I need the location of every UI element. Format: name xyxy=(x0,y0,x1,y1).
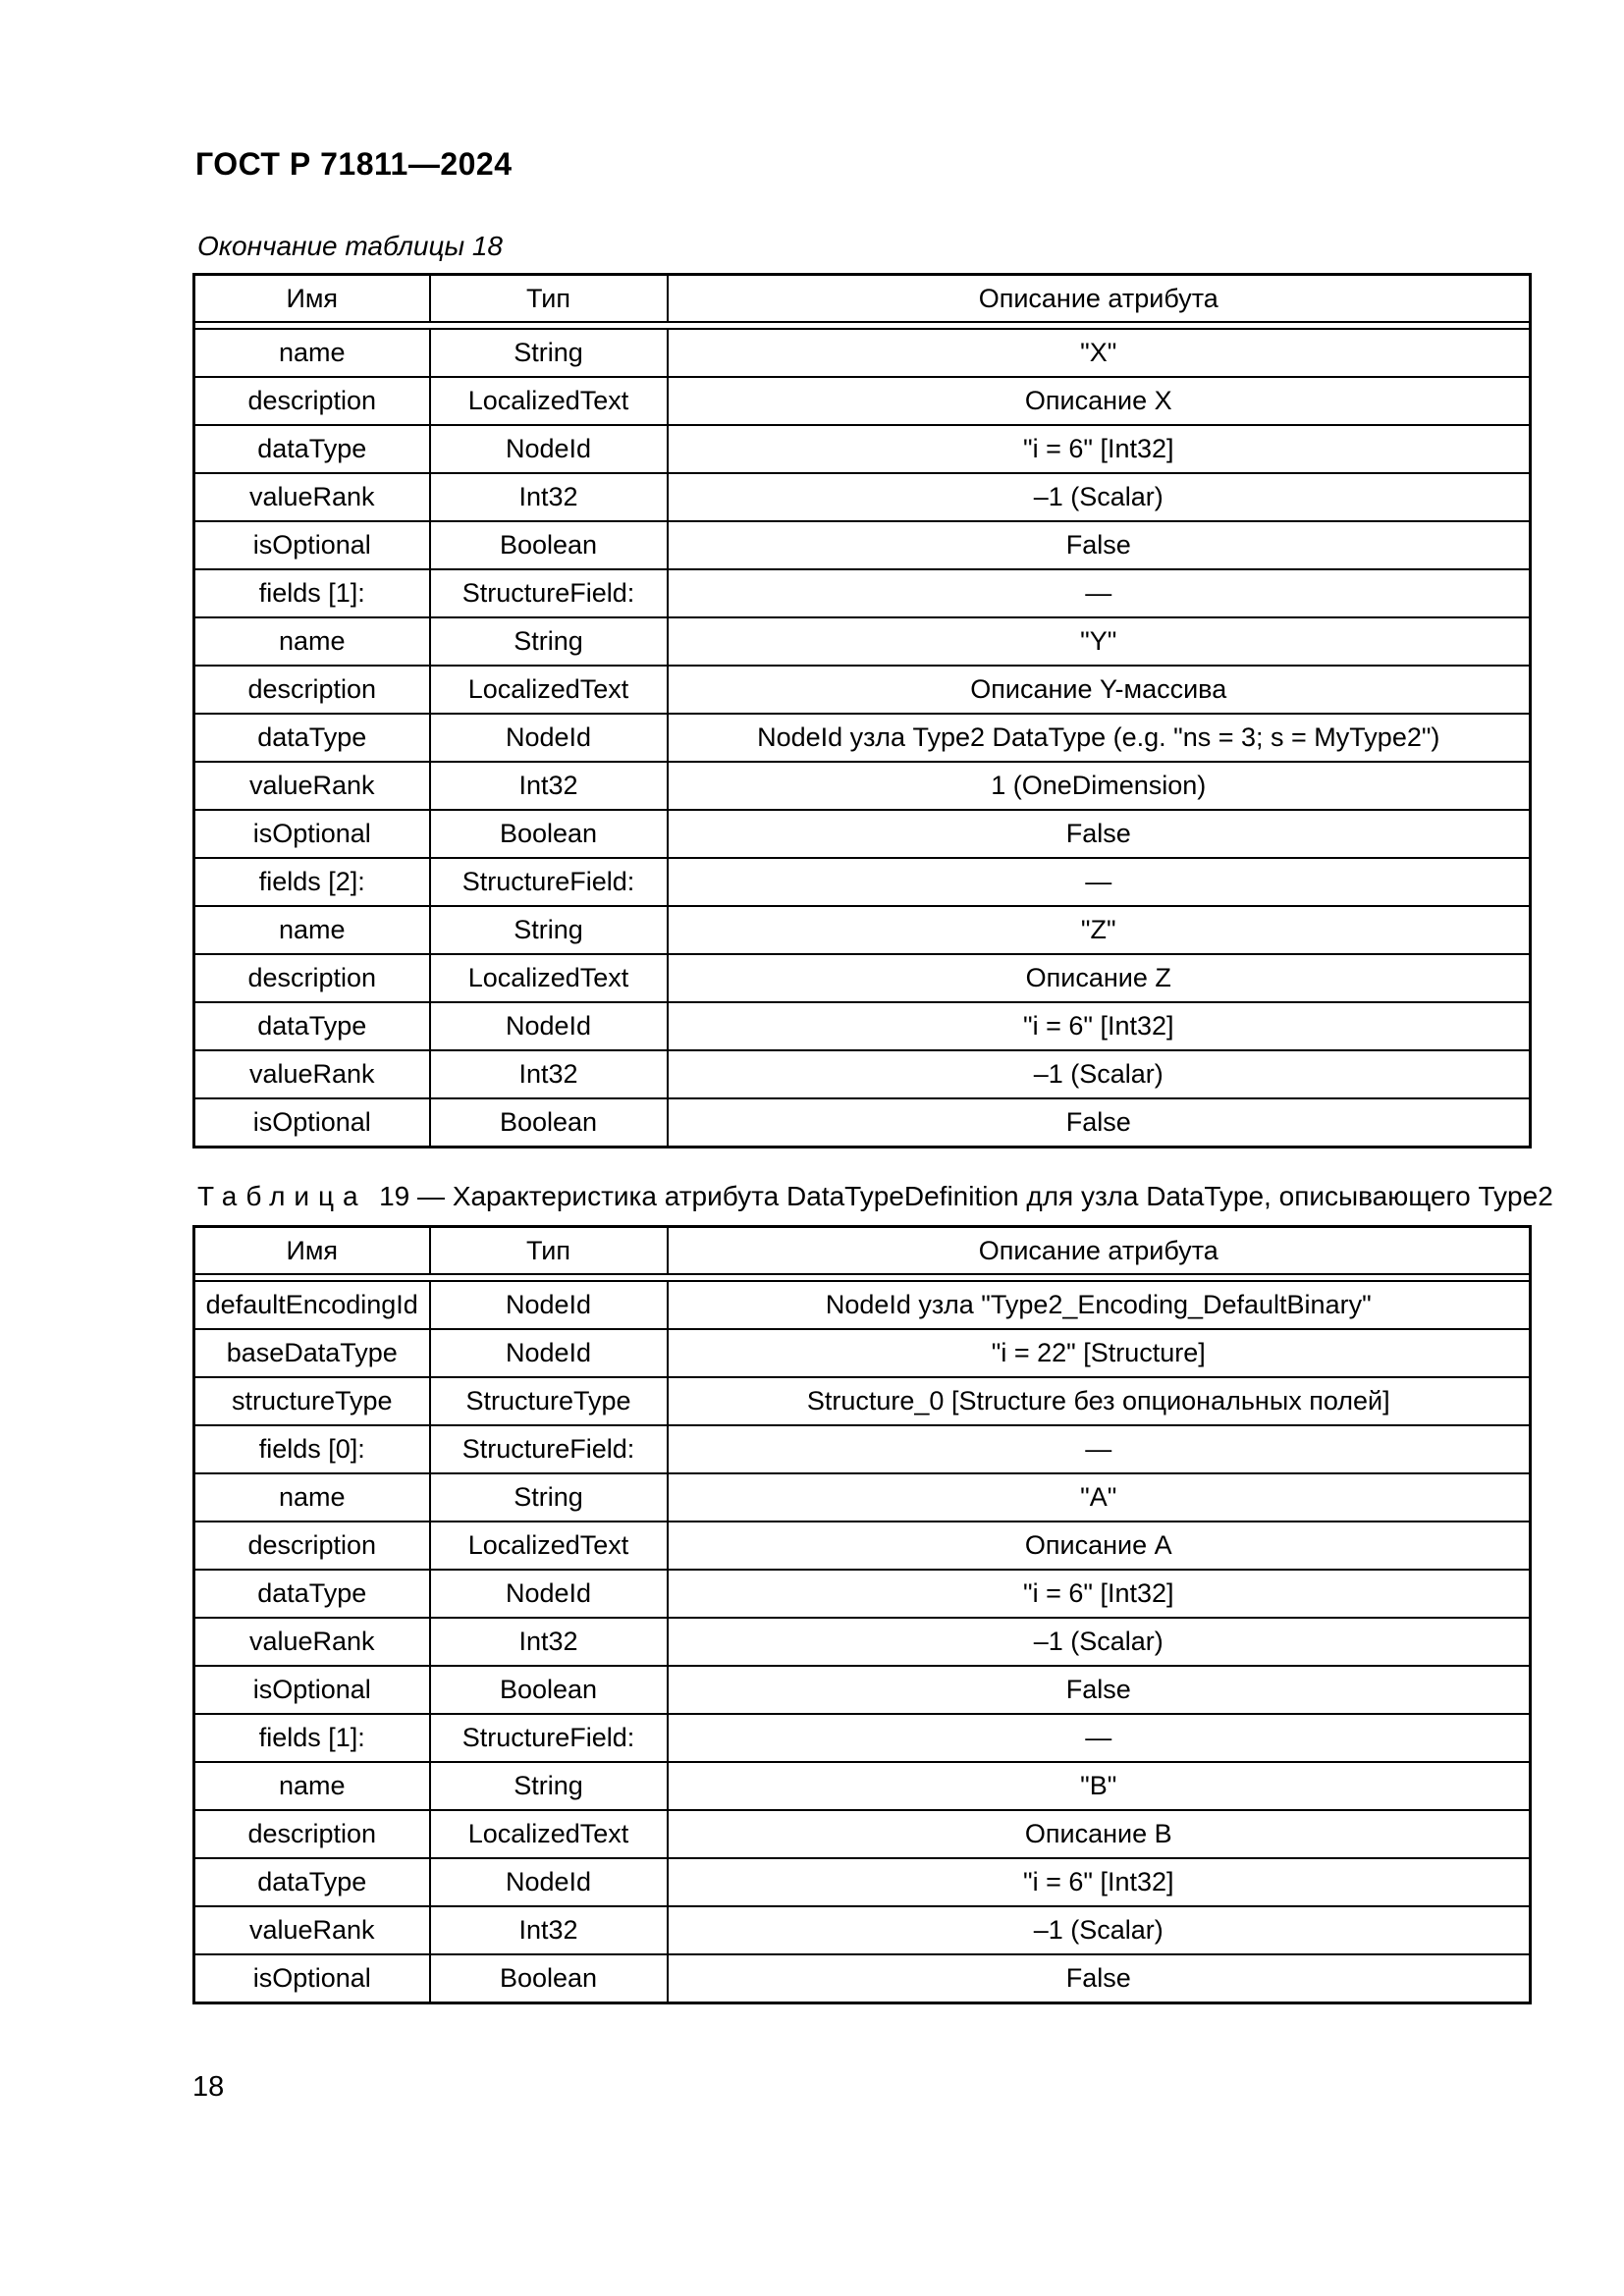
table-row xyxy=(194,1329,1531,1377)
table-row xyxy=(194,1098,1531,1148)
table-cell: NodeId xyxy=(430,1281,668,1329)
table-cell: LocalizedText xyxy=(430,954,668,1002)
table-cell: StructureType xyxy=(430,1377,668,1425)
table-cell: dataType xyxy=(194,1570,430,1618)
table19-body xyxy=(194,1281,1531,2003)
table-cell: isOptional xyxy=(194,1954,430,2003)
table-cell: structureType xyxy=(194,1377,430,1425)
table-cell: isOptional xyxy=(194,521,430,569)
table-cell: Int32 xyxy=(430,1618,668,1666)
table-cell: "i = 6" [Int32] xyxy=(668,425,1531,473)
table-cell: defaultEncodingId xyxy=(194,1281,430,1329)
table-cell: "Y" xyxy=(668,617,1531,666)
table-cell: 1 (OneDimension) xyxy=(668,762,1531,810)
table-row xyxy=(194,329,1531,377)
table-cell: –1 (Scalar) xyxy=(668,1618,1531,1666)
header-separator-double-line xyxy=(194,1274,1531,1281)
table-cell: "X" xyxy=(668,329,1531,377)
table-row xyxy=(194,1281,1531,1329)
table-cell: isOptional xyxy=(194,1666,430,1714)
table-cell: Boolean xyxy=(430,810,668,858)
table-row xyxy=(194,810,1531,858)
table-row xyxy=(194,1810,1531,1858)
table-row xyxy=(194,1906,1531,1954)
table-row xyxy=(194,858,1531,906)
table-cell: NodeId xyxy=(430,425,668,473)
table-cell: valueRank xyxy=(194,1906,430,1954)
table-cell: dataType xyxy=(194,425,430,473)
table-cell: dataType xyxy=(194,714,430,762)
table-cell: Int32 xyxy=(430,473,668,521)
table-row xyxy=(194,714,1531,762)
table-cell: String xyxy=(430,906,668,954)
table-cell: "B" xyxy=(668,1762,1531,1810)
doc-code-header: ГОСТ Р 71811—2024 xyxy=(195,146,513,182)
table-cell: "A" xyxy=(668,1473,1531,1522)
table18-structure-fields-table xyxy=(192,273,1532,1148)
table-cell: LocalizedText xyxy=(430,377,668,425)
table-row xyxy=(194,521,1531,569)
table-cell: Boolean xyxy=(430,1666,668,1714)
table-cell: NodeId xyxy=(430,1329,668,1377)
table-cell: LocalizedText xyxy=(430,666,668,714)
table-row xyxy=(194,473,1531,521)
table-cell: String xyxy=(430,329,668,377)
table-cell: baseDataType xyxy=(194,1329,430,1377)
table-cell: fields [1]: xyxy=(194,569,430,617)
table-cell: NodeId xyxy=(430,1002,668,1050)
table-cell: Описание Y-массива xyxy=(668,666,1531,714)
table-cell: valueRank xyxy=(194,762,430,810)
table-row xyxy=(194,1762,1531,1810)
table-cell: False xyxy=(668,810,1531,858)
table-cell: valueRank xyxy=(194,473,430,521)
table-cell: "i = 22" [Structure] xyxy=(668,1329,1531,1377)
table-cell: Int32 xyxy=(430,762,668,810)
table-cell: Описание Z xyxy=(668,954,1531,1002)
table-cell: NodeId xyxy=(430,1858,668,1906)
table-cell: Int32 xyxy=(430,1050,668,1098)
table-cell: isOptional xyxy=(194,810,430,858)
table-cell: valueRank xyxy=(194,1618,430,1666)
table-cell: Boolean xyxy=(430,521,668,569)
table-cell: description xyxy=(194,666,430,714)
table-cell: — xyxy=(668,569,1531,617)
header-separator-double-line xyxy=(194,322,1531,329)
table-cell: name xyxy=(194,906,430,954)
table-cell: description xyxy=(194,1522,430,1570)
page-number: 18 xyxy=(192,2071,225,2103)
table-row xyxy=(194,1473,1531,1522)
table-row xyxy=(194,425,1531,473)
table-row xyxy=(194,617,1531,666)
table-cell: isOptional xyxy=(194,1098,430,1148)
table-cell: NodeId узла "Type2_Encoding_DefaultBinary" xyxy=(668,1281,1531,1329)
table19-datatype-definition-table xyxy=(192,1225,1532,2004)
table-cell: dataType xyxy=(194,1002,430,1050)
table-cell: name xyxy=(194,1762,430,1810)
table-cell: Structure_0 [Structure без опциональных полей] xyxy=(668,1377,1531,1425)
table-cell: NodeId xyxy=(430,1570,668,1618)
table-row xyxy=(194,1050,1531,1098)
table-row xyxy=(194,377,1531,425)
table-cell: Int32 xyxy=(430,1906,668,1954)
table-row xyxy=(194,1666,1531,1714)
table-header-row xyxy=(194,1227,1531,1275)
table-cell: fields [2]: xyxy=(194,858,430,906)
table-cell: String xyxy=(430,617,668,666)
table-cell: fields [1]: xyxy=(194,1714,430,1762)
table-cell: False xyxy=(668,1954,1531,2003)
table-cell: — xyxy=(668,1714,1531,1762)
table-row xyxy=(194,1425,1531,1473)
table-row xyxy=(194,762,1531,810)
table-cell: description xyxy=(194,954,430,1002)
table-cell: String xyxy=(430,1762,668,1810)
table-cell: description xyxy=(194,377,430,425)
table18-continuation-caption: Окончание таблицы 18 xyxy=(197,231,503,261)
table-cell: –1 (Scalar) xyxy=(668,1906,1531,1954)
table-cell: fields [0]: xyxy=(194,1425,430,1473)
table-cell: Описание X xyxy=(668,377,1531,425)
table-cell: valueRank xyxy=(194,1050,430,1098)
table-row xyxy=(194,1570,1531,1618)
table19-caption xyxy=(197,1181,1553,1212)
table-row xyxy=(194,1377,1531,1425)
table-cell: Boolean xyxy=(430,1098,668,1148)
table-row xyxy=(194,569,1531,617)
table-cell: LocalizedText xyxy=(430,1522,668,1570)
table-row xyxy=(194,906,1531,954)
table-cell: LocalizedText xyxy=(430,1810,668,1858)
table-row xyxy=(194,1522,1531,1570)
table19-caption-text: 19 — Характеристика атрибута DataTypeDefinition для узла DataType, описывающего Type2 xyxy=(379,1181,1553,1211)
table-header-row xyxy=(194,275,1531,323)
table-cell: name xyxy=(194,1473,430,1522)
table-cell: Boolean xyxy=(430,1954,668,2003)
table-cell: StructureField: xyxy=(430,858,668,906)
table-cell: StructureField: xyxy=(430,1425,668,1473)
table-cell: "i = 6" [Int32] xyxy=(668,1858,1531,1906)
table-cell: False xyxy=(668,521,1531,569)
column-header-type: Тип xyxy=(430,1227,668,1275)
table-cell: dataType xyxy=(194,1858,430,1906)
table-cell: — xyxy=(668,858,1531,906)
table-row xyxy=(194,1618,1531,1666)
table-cell: NodeId xyxy=(430,714,668,762)
table-cell: "i = 6" [Int32] xyxy=(668,1570,1531,1618)
table-cell: False xyxy=(668,1098,1531,1148)
table-cell: –1 (Scalar) xyxy=(668,1050,1531,1098)
column-header-name: Имя xyxy=(194,275,430,323)
table-cell: Описание A xyxy=(668,1522,1531,1570)
table-cell: False xyxy=(668,1666,1531,1714)
table-cell: name xyxy=(194,617,430,666)
table-cell: StructureField: xyxy=(430,569,668,617)
table-cell: "Z" xyxy=(668,906,1531,954)
table-row xyxy=(194,1954,1531,2003)
table-cell: name xyxy=(194,329,430,377)
table-cell: "i = 6" [Int32] xyxy=(668,1002,1531,1050)
table-cell: description xyxy=(194,1810,430,1858)
table-cell: NodeId узла Type2 DataType (e.g. "ns = 3; s = MyType2") xyxy=(668,714,1531,762)
table-cell: –1 (Scalar) xyxy=(668,473,1531,521)
table-row xyxy=(194,666,1531,714)
column-header-type: Тип xyxy=(430,275,668,323)
table-row xyxy=(194,1858,1531,1906)
column-header-name: Имя xyxy=(194,1227,430,1275)
table-row xyxy=(194,1002,1531,1050)
table19-caption-label: Таблица xyxy=(197,1181,367,1211)
table-row xyxy=(194,954,1531,1002)
table-cell: — xyxy=(668,1425,1531,1473)
table18-body xyxy=(194,329,1531,1148)
table-cell: StructureField: xyxy=(430,1714,668,1762)
column-header-attr-description: Описание атрибута xyxy=(668,1227,1531,1275)
column-header-attr-description: Описание атрибута xyxy=(668,275,1531,323)
table-row xyxy=(194,1714,1531,1762)
table-cell: Описание B xyxy=(668,1810,1531,1858)
table-cell: String xyxy=(430,1473,668,1522)
